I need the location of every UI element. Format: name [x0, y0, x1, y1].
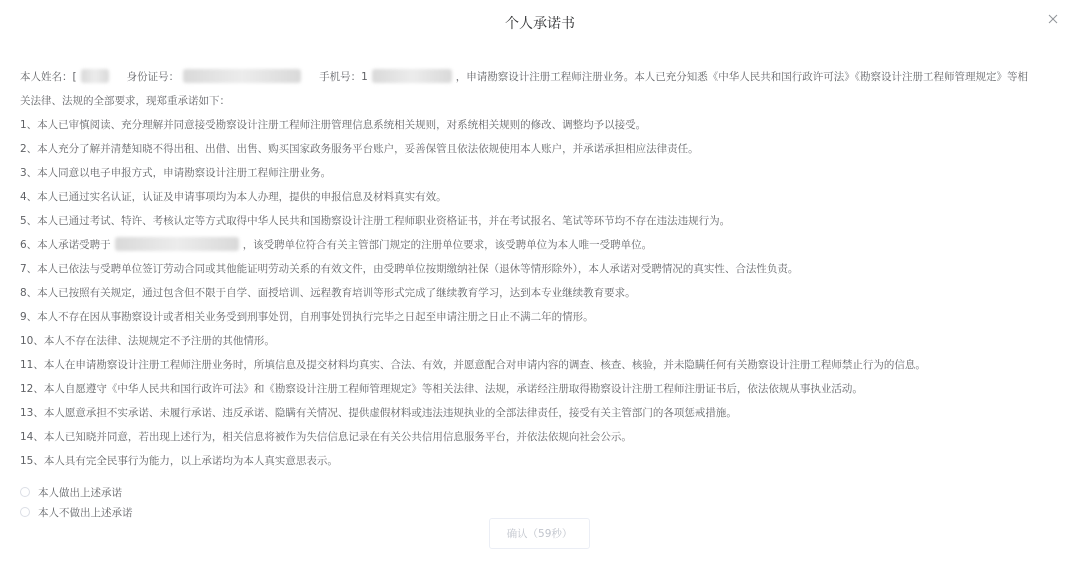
commitment-text [20, 65, 1060, 473]
intro-line-1 [20, 65, 1060, 89]
commitment-item-6 [20, 233, 1060, 257]
commitment-options [20, 482, 133, 522]
intro-text: ，申请勘察设计注册工程师注册业务。本人已充分知悉《中华人民共和国行政许可法》《勘察设计注册工程师管理规定》等相 [455, 71, 1029, 83]
radio-disagree[interactable] [20, 507, 30, 517]
option-disagree[interactable] [20, 502, 133, 522]
commitment-item: 4、本人已通过实名认证，认证及申请事项均为本人办理，提供的申报信息及材料真实有效。 [20, 191, 447, 203]
name-label: 本人姓名：[ [20, 71, 77, 83]
item6-prefix: 6、本人承诺受聘于 [20, 239, 111, 251]
commitment-item: 7、本人已依法与受聘单位签订劳动合同或其他能证明劳动关系的有效文件，由受聘单位按期缴纳社保（退休等情形除外），本人承诺对受聘情况的真实性、合法性负责。 [20, 263, 799, 275]
option-agree[interactable] [20, 482, 133, 502]
commitment-item: 11、本人在申请勘察设计注册工程师注册业务时，所填信息及提交材料均真实、合法、有效，并愿意配合对申请内容的调查、核查、核验，并未隐瞒任何有关勘察设计注册工程师禁止行为的信息。 [20, 359, 926, 371]
confirm-button[interactable]: 确认（59秒） [489, 518, 590, 549]
redacted-phone [372, 69, 452, 83]
redacted-employer [115, 237, 239, 251]
id-label: 身份证号： [126, 71, 180, 83]
redacted-name [81, 69, 109, 83]
item6-suffix: ，该受聘单位符合有关主管部门规定的注册单位要求，该受聘单位为本人唯一受聘单位。 [242, 239, 653, 251]
commitment-item: 13、本人愿意承担不实承诺、未履行承诺、违反承诺、隐瞒有关情况、提供虚假材料或违法违规执业的全部法律责任，接受有关主管部门的各项惩戒措施。 [20, 407, 737, 419]
commitment-item: 8、本人已按照有关规定，通过包含但不限于自学、面授培训、远程教育培训等形式完成了继续教育学习，达到本专业继续教育要求。 [20, 287, 636, 299]
option-agree-label: 本人做出上述承诺 [38, 486, 122, 499]
commitment-item: 9、本人不存在因从事勘察设计或者相关业务受到刑事处罚，自刑事处罚执行完毕之日起至申请注册之日止不满二年的情形。 [20, 311, 594, 323]
close-icon[interactable] [1046, 12, 1060, 26]
phone-prefix: 1 [361, 71, 368, 83]
intro-line-2: 关法律、法规的全部要求，现郑重承诺如下： [20, 95, 230, 107]
commitment-item: 15、本人具有完全民事行为能力，以上承诺均为本人真实意思表示。 [20, 455, 338, 467]
dialog-title: 个人承诺书 [505, 16, 575, 32]
commitment-item: 12、本人自愿遵守《中华人民共和国行政许可法》和《勘察设计注册工程师管理规定》等相关法律、法规，承诺经注册取得勘察设计注册工程师注册证书后，依法依规从事执业活动。 [20, 383, 863, 395]
commitment-item: 10、本人不存在法律、法规规定不予注册的其他情形。 [20, 335, 275, 347]
radio-agree[interactable] [20, 487, 30, 497]
commitment-item: 2、本人充分了解并清楚知晓不得出租、出借、出售、购买国家政务服务平台账户，妥善保管且依法依规使用本人账户，并承诺承担相应法律责任。 [20, 143, 699, 155]
redacted-id-number [183, 69, 301, 83]
commitment-item: 14、本人已知晓并同意，若出现上述行为，相关信息将被作为失信信息记录在有关公共信用信息服务平台，并依法依规向社会公示。 [20, 431, 632, 443]
option-disagree-label: 本人不做出上述承诺 [38, 506, 133, 519]
phone-label: 手机号： [319, 71, 362, 83]
commitment-item: 1、本人已审慎阅读、充分理解并同意接受勘察设计注册工程师注册管理信息系统相关规则，对系统相关规则的修改、调整均予以接受。 [20, 119, 647, 131]
commitment-item: 5、本人已通过考试、特许、考核认定等方式取得中华人民共和国勘察设计注册工程师职业资格证书，并在考试报名、笔试等环节均不存在违法违规行为。 [20, 215, 731, 227]
commitment-item: 3、本人同意以电子申报方式，申请勘察设计注册工程师注册业务。 [20, 167, 332, 179]
